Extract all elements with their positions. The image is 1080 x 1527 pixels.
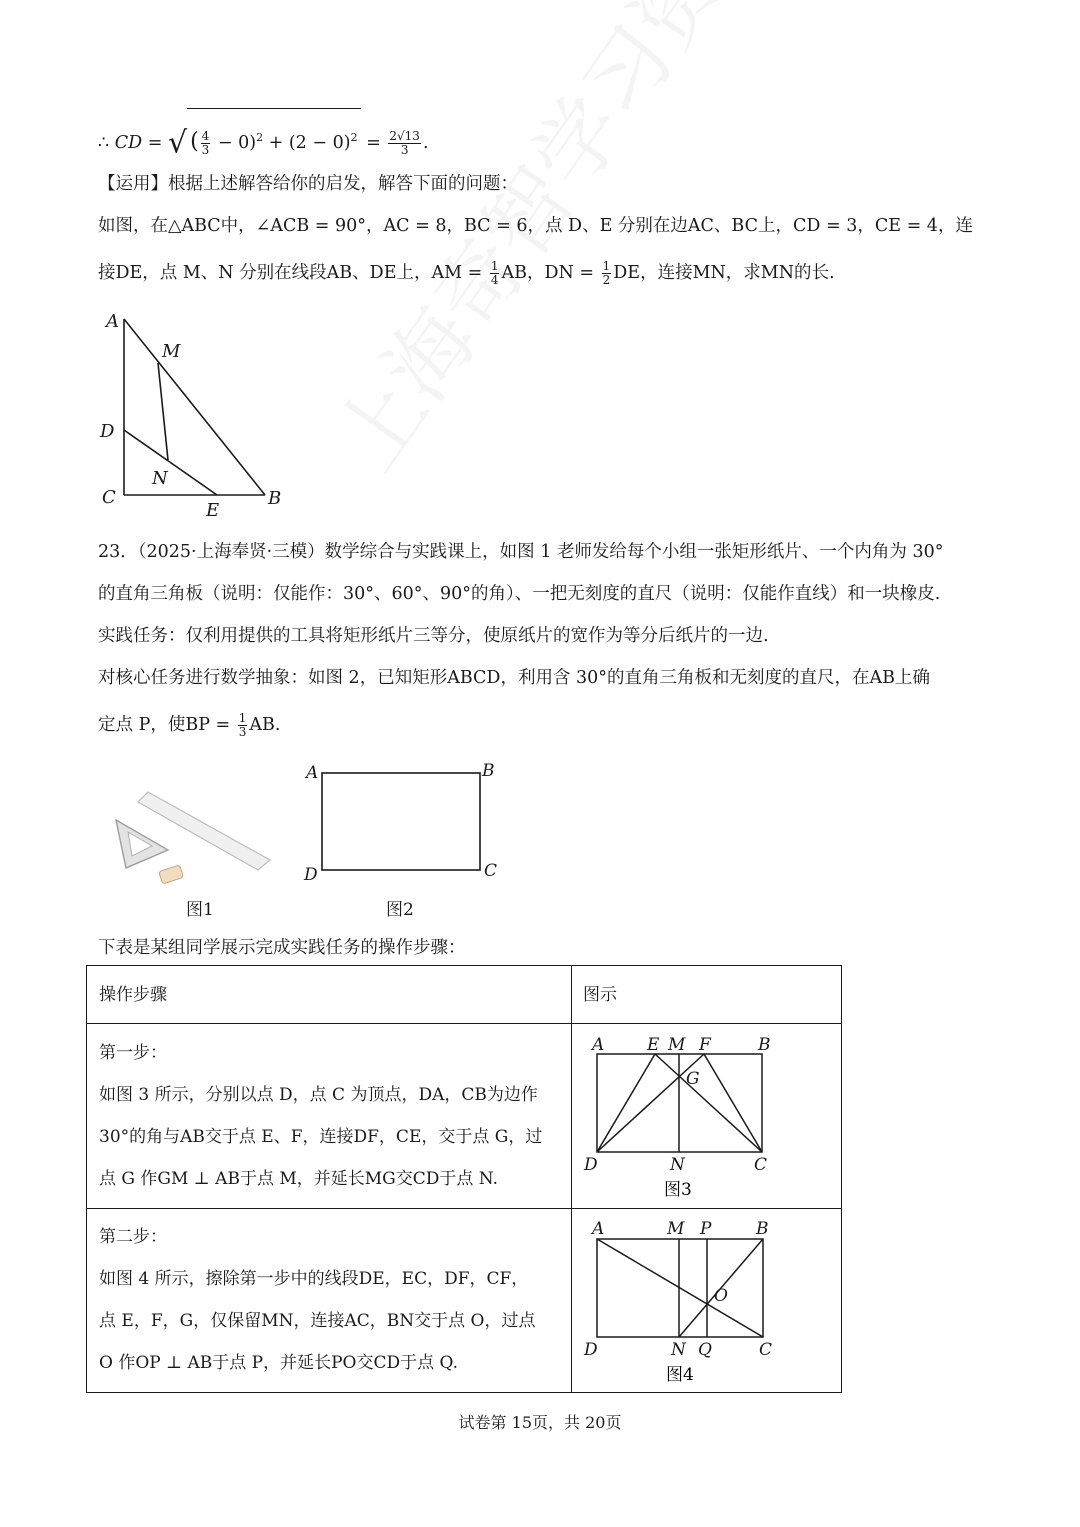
cd-formula: ∴ CD = √ ( $\frac{4}{3}$ − $0)^2 + (2 - 0)^2$ = $\frac{2√13}{3}$ . — [98, 108, 429, 168]
q23-line-3: 实践任务：仅利用提供的工具将矩形纸片三等分，使原纸片的宽作为等分后纸片的一边. — [98, 626, 769, 646]
rectangle-figure — [298, 758, 508, 888]
fig4-label-q: Q — [698, 1340, 712, 1360]
caption-fig1: 图1 — [186, 900, 214, 920]
fig4-diagram — [572, 1209, 842, 1393]
sqrt-expression: ( $\frac{4}{3}$ − $0)^2 + (2 - 0)^2$ — [187, 108, 360, 168]
fig3-label-b: B — [758, 1035, 771, 1055]
tools-figure — [108, 780, 283, 895]
header-steps: 操作步骤 — [99, 985, 167, 1005]
fig3-label-f: F — [699, 1035, 711, 1055]
fig3-label-a: A — [592, 1035, 605, 1055]
fig4-label-p: P — [700, 1219, 712, 1239]
fig2-label-c: C — [484, 861, 498, 881]
fig3-label-n: N — [670, 1155, 685, 1175]
fig3-label-g: G — [686, 1069, 700, 1089]
fig2-label-a: A — [306, 763, 319, 783]
segment-de — [124, 430, 217, 495]
apply-line-1: 如图，在△ABC中，∠ACB = 90°，AC = 8，BC = 6，点 D、E 分别在边AC、BC上，CD = 3，CE = 4，连 — [98, 216, 973, 236]
rectangle-abcd — [322, 773, 480, 870]
fig2-label-d: D — [304, 865, 318, 885]
label-d: D — [100, 421, 115, 442]
frac-four-thirds: $\frac{4}{3}$ — [201, 128, 210, 157]
result-fraction: $\frac{2√13}{3}$ — [389, 128, 420, 157]
step1-text: 第一步： 如图 3 所示，分别以点 D，点 C 为顶点，DA，CB为边作 30°的角与AB交于点 E、F，连接DF，CE，交于点 G，过 点 G 作GM ⊥ AB于点 M，并延长MG交CD于点 N. — [87, 1032, 571, 1200]
page-footer: 试卷第 15页，共 20页 — [458, 1413, 622, 1432]
fig3-label-m: M — [668, 1035, 686, 1055]
fig4-label-m: M — [667, 1219, 685, 1239]
caption-fig3: 图3 — [664, 1180, 692, 1200]
fig4-label-o: O — [714, 1286, 728, 1306]
eraser-shape — [159, 865, 184, 884]
label-c: C — [102, 487, 116, 508]
header-figure: 图示 — [583, 985, 617, 1005]
fig3-label-e: E — [647, 1035, 660, 1055]
q23-line-2: 的直角三角板（说明：仅能作：30°、60°、90°的角）、一把无刻度的直尺（说明：仅能作直线）和一块橡皮. — [98, 584, 941, 604]
cd-label: CD = — [114, 132, 163, 153]
q23-line-5: 定点 P，使BP = $\frac{1}{3}$ AB. — [98, 711, 281, 739]
fig4-label-b: B — [756, 1219, 769, 1239]
ruler-shape — [138, 792, 270, 870]
label-b: B — [268, 488, 282, 509]
side-ab — [124, 319, 265, 495]
q23-line-1: 23．（2025·上海奉贤·三模）数学综合与实践课上，如图 1 老师发给每个小组一张矩形纸片、一个内角为 30° — [98, 542, 944, 562]
fig3-label-d: D — [584, 1155, 598, 1175]
label-m: M — [162, 341, 181, 362]
apply-line-2: 接DE，点 M、N 分别在线段AB、DE上，AM = $\frac{1}{4}$ AB，DN = $\frac{1}{2}$ DE，连接MN，求MN的长. — [98, 259, 835, 287]
fig3-label-c: C — [754, 1155, 768, 1175]
label-e: E — [206, 500, 220, 521]
table-intro: 下表是某组同学展示完成实践任务的操作步骤： — [98, 938, 466, 958]
therefore-symbol: ∴ — [98, 132, 110, 153]
fig4-label-a: A — [592, 1219, 605, 1239]
step2-title: 第二步： — [99, 1227, 167, 1247]
apply-heading: 【运用】根据上述解答给你的启发，解答下面的问题： — [98, 174, 518, 194]
label-n: N — [152, 468, 168, 489]
q23-line-4: 对核心任务进行数学抽象：如图 2，已知矩形ABCD，利用含 30°的直角三角板和无刻度的直尺，在AB上确 — [98, 668, 931, 688]
steps-table — [86, 965, 842, 1393]
segment-mn — [158, 363, 168, 460]
fig4-label-n: N — [671, 1340, 686, 1360]
fig2-label-b: B — [482, 761, 495, 781]
step2-text: 第二步： 如图 4 所示，擦除第一步中的线段DE，EC，DF，CF， 点 E，F，G，仅保留MN，连接AC，BN交于点 O，过点 O 作OP ⊥ AB于点 P，并延长PO交CD于点 Q. — [87, 1216, 571, 1384]
watermark — [300, 0, 944, 491]
caption-fig2: 图2 — [386, 900, 414, 920]
triangle-figure — [90, 305, 300, 525]
step1-title: 第一步： — [99, 1043, 167, 1063]
label-a: A — [106, 311, 119, 332]
fig3-diagram — [572, 1024, 842, 1208]
caption-fig4: 图4 — [666, 1365, 694, 1385]
fig4-label-c: C — [759, 1340, 773, 1360]
fig4-label-d: D — [584, 1340, 598, 1360]
